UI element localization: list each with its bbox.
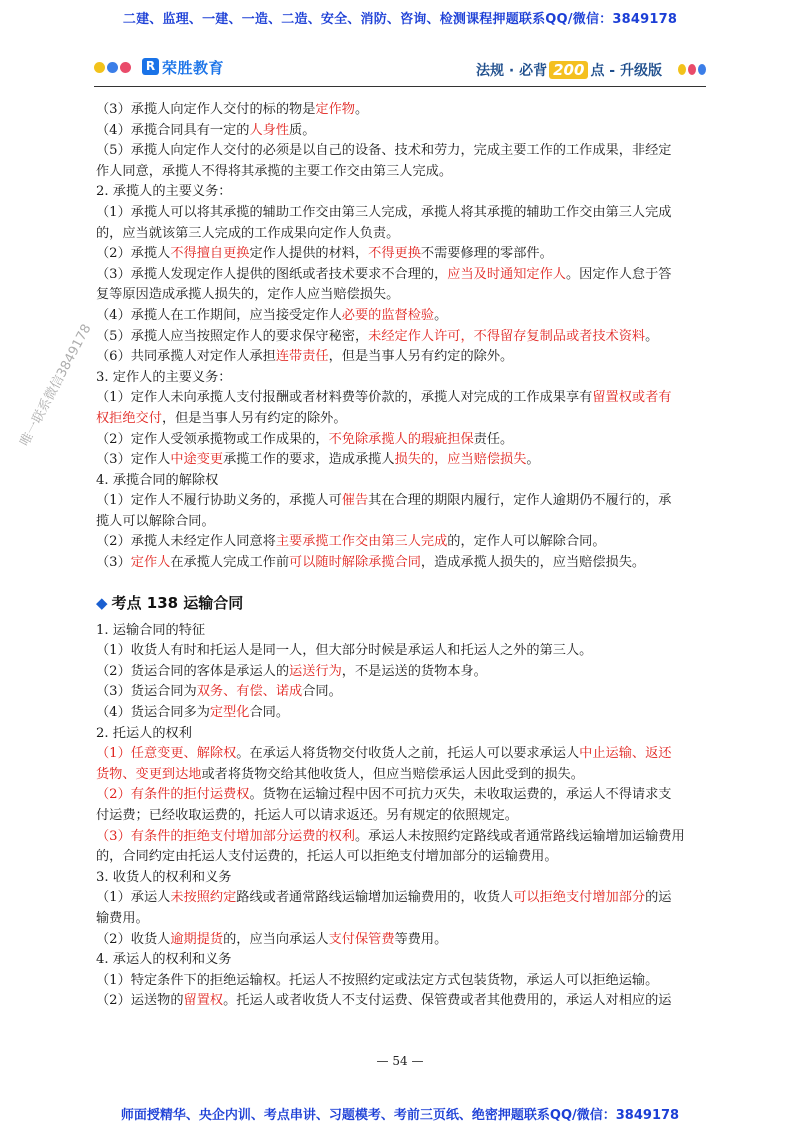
text-line [96, 847, 706, 868]
highlight-text: 不免除承揽人的瑕疵担保 [328, 431, 474, 447]
body-text: （2）货运合同的客体是承运人的 [96, 663, 290, 679]
pink-dot-icon [120, 62, 131, 73]
body-text: 定作人提供的材料， [249, 246, 369, 262]
text-line [96, 512, 706, 533]
body-text: （3）定作人 [96, 452, 171, 468]
text-line [96, 744, 706, 765]
section-heading-text: 考点 138 运输合同 [111, 593, 244, 612]
highlight-text: 逾期提货 [170, 931, 224, 947]
body-text: 。货物在运输过程中因不可抗力灭失，未收取运费的，承运人不得请求支 [249, 787, 672, 803]
highlight-text: 不得擅自更换 [170, 246, 250, 262]
highlight-text: 双务、有偿、诺成 [196, 684, 303, 700]
body-text: 。 [645, 328, 659, 344]
text-line [96, 641, 706, 662]
body-text: 。 [434, 307, 448, 323]
highlight-text: 留置权或者有 [592, 390, 672, 406]
highlight-text: 必要的监督检验 [341, 307, 435, 323]
body-text: 的，合同约定由托运人支付运费的，托运人可以拒绝支付增加部分的运输费用。 [96, 849, 558, 865]
body-text: 在承揽人完成工作前 [170, 555, 290, 571]
body-text: 复等原因造成承揽人损失的，定作人应当赔偿损失。 [96, 287, 400, 303]
text-line [96, 703, 706, 724]
text-line [96, 162, 706, 183]
body-text: （1）收货人有时和托运人是同一人，但大部分时候是承运人和托运人之外的第三人。 [96, 643, 593, 659]
text-line [96, 724, 706, 745]
text-line [96, 347, 706, 368]
body-text: 作人同意，承揽人不得将其承揽的主要工作交由第三人完成。 [96, 163, 453, 179]
body-text: （4）货运合同多为 [96, 705, 210, 721]
highlight-text: 中途变更 [170, 452, 224, 468]
text-line [96, 991, 706, 1012]
text-line [96, 971, 706, 992]
highlight-text: 应当及时通知定作人 [447, 266, 566, 282]
text-line [96, 388, 706, 409]
body-text: （3）承揽人向定作人交付的标的物是 [96, 102, 316, 117]
highlight-text: 支付保管费 [328, 931, 395, 947]
body-text: 合同。 [249, 705, 290, 721]
diamond-bullet-icon: ◆ [96, 593, 108, 612]
body-text: （1）定作人不履行协助义务的，承揽人可 [96, 493, 342, 509]
body-text: （3）承揽人发现定作人提供的图纸或者技术要求不合理的， [96, 266, 448, 282]
body-text: 承揽工作的要求，造成承揽人 [223, 452, 395, 468]
highlight-text: 运送行为 [289, 663, 342, 679]
body-text: （4）承揽人在工作期间，应当接受定作人 [96, 307, 342, 323]
highlight-text: 损失的，应当赔偿损失 [394, 452, 527, 468]
body-text: 2. 承揽人的主要义务： [96, 184, 232, 200]
body-text: 3. 定作人的主要义务： [96, 369, 232, 385]
highlight-text: 未经定作人许可，不得留存复制品或者技术资料 [368, 328, 646, 344]
body-text: 路线或者通常路线运输增加运输费用的，收货人 [236, 890, 514, 906]
logo-icon: R [142, 58, 159, 75]
highlight-text: （3）有条件的拒绝支付增加部分运费的权利 [96, 828, 355, 844]
subtitle-suffix: 点 - 升级版 [590, 63, 662, 79]
body-text: （2）承揽人未经定作人同意将 [96, 534, 276, 550]
text-line [96, 682, 706, 703]
body-text: （2）定作人受领承揽物或工作成果的， [96, 431, 329, 447]
highlight-text: 主要承揽工作交由第三人完成 [275, 534, 448, 550]
book-subtitle [476, 60, 662, 80]
blue-dot-icon [698, 64, 706, 75]
contract-section-text [96, 100, 706, 574]
body-text: 的，应当向承运人 [223, 931, 329, 947]
text-line [96, 141, 706, 162]
highlight-text: 留置权 [183, 993, 224, 1009]
subtitle-number: 200 [549, 61, 588, 79]
body-text: 责任。 [473, 431, 514, 447]
body-text: 。承运人未按照约定路线或者通常路线运输增加运输费用 [354, 828, 685, 844]
text-line [96, 203, 706, 224]
yellow-dot-icon [678, 64, 686, 75]
header-dots [94, 62, 131, 73]
text-line [96, 491, 706, 512]
body-text: 揽人可以解除合同。 [96, 513, 215, 529]
body-text: 4. 承揽合同的解除权 [96, 472, 219, 488]
text-line [96, 244, 706, 265]
text-line [96, 909, 706, 930]
body-text: （1）承揽人可以将其承揽的辅助工作交由第三人完成，承揽人将其承揽的辅助工作交由第三人完成 [96, 204, 672, 220]
highlight-text: 未按照约定 [170, 890, 237, 906]
body-text: ，但是当事人另有约定的除外。 [161, 410, 347, 426]
body-text: （6）共同承揽人对定作人承担 [96, 349, 276, 365]
body-text: （1）承运人 [96, 890, 171, 906]
body-text: （1）特定条件下的拒绝运输权。托运人不按照约定或法定方式包装货物，承运人可以拒绝运输。 [96, 972, 659, 988]
text-line [96, 621, 706, 642]
highlight-text: 催告 [341, 493, 369, 509]
text-line [96, 950, 706, 971]
text-line [96, 765, 706, 786]
body-text: （2）运送物的 [96, 993, 184, 1009]
body-text: ，但是当事人另有约定的除外。 [328, 349, 514, 365]
text-line [96, 930, 706, 951]
highlight-text: 人身性 [249, 122, 290, 138]
body-text: 。在承运人将货物交付收货人之前，托运人可以要求承运人 [236, 746, 580, 762]
highlight-text: 定作物 [315, 102, 355, 117]
text-line [96, 430, 706, 451]
section-heading [96, 592, 706, 613]
text-line [96, 827, 706, 848]
body-text: 不需要修理的零部件。 [420, 246, 553, 262]
text-line [96, 450, 706, 471]
body-text: （4）承揽合同具有一定的 [96, 122, 250, 138]
body-text: 。托运人或者收货人不支付运费、保管费或者其他费用的，承运人对相应的运 [223, 993, 672, 1009]
body-text: 合同。 [302, 684, 342, 700]
logo-text: 荣胜教育 [162, 59, 225, 77]
body-text: 2. 托运人的权利 [96, 725, 192, 741]
body-text: （5）承揽人应当按照定作人的要求保守秘密， [96, 328, 369, 344]
body-text: 的，应当就该第三人完成的工作成果向定作人负责。 [96, 225, 400, 241]
text-line [96, 368, 706, 389]
highlight-text: 货物、变更到达地 [96, 766, 202, 782]
highlight-text: 权拒绝交付 [96, 410, 162, 426]
text-line [96, 409, 706, 430]
highlight-text: （1）任意变更、解除权 [96, 746, 237, 762]
text-line [96, 868, 706, 889]
body-text: （1）定作人未向承揽人支付报酬或者材料费等价款的，承揽人对完成的工作成果享有 [96, 390, 593, 406]
body-text: ，造成承揽人损失的，应当赔偿损失。 [420, 555, 646, 571]
page-number: — 54 — [376, 1054, 424, 1068]
page-content [96, 100, 706, 1012]
body-text: 的运 [645, 890, 672, 906]
highlight-text: 定型化 [209, 705, 250, 721]
yellow-dot-icon [94, 62, 105, 73]
text-line [96, 785, 706, 806]
highlight-text: 不得更换 [368, 246, 421, 262]
text-line [96, 265, 706, 286]
text-line [96, 224, 706, 245]
page-header [94, 52, 706, 87]
body-text: 输费用。 [96, 910, 149, 926]
transport-section-text [96, 621, 706, 1012]
body-text: （2）收货人 [96, 931, 171, 947]
bottom-banner: 师面授精华、央企内训、考点串讲、习题模考、考前三页纸、绝密押题联系QQ/微信：3849178 [120, 1108, 680, 1123]
highlight-text: 中止运输、返还 [579, 746, 672, 762]
subtitle-prefix: 法规 · 必背 [476, 63, 548, 79]
body-text: 质。 [289, 122, 316, 138]
header-right-dots [678, 64, 706, 75]
body-text: 或者将货物交给其他收货人，但应当赔偿承运人因此受到的损失。 [201, 766, 584, 782]
body-text: 的，定作人可以解除合同。 [447, 534, 606, 550]
pink-dot-icon [688, 64, 696, 75]
text-line [96, 471, 706, 492]
body-text: （3）货运合同为 [96, 684, 197, 700]
body-text: 其在合理的期限内履行，定作人逾期仍不履行的，承 [368, 493, 672, 509]
blue-dot-icon [107, 62, 118, 73]
body-text: 3. 收货人的权利和义务 [96, 869, 232, 885]
body-text: （3） [96, 555, 131, 571]
highlight-text: （2）有条件的拒付运费权 [96, 787, 250, 803]
body-text: 4. 承运人的权利和义务 [96, 952, 232, 968]
body-text: （2）承揽人 [96, 246, 171, 262]
body-text: 。 [526, 452, 540, 468]
top-banner: 二建、监理、一建、一造、二造、安全、消防、咨询、检测课程押题联系QQ/微信：3849178 [122, 12, 678, 27]
body-text: 。因定作人怠于答 [565, 266, 672, 282]
text-line [96, 285, 706, 306]
highlight-text: 可以随时解除承揽合同 [289, 555, 421, 571]
text-line [96, 662, 706, 683]
body-text: 1. 运输合同的特征 [96, 622, 206, 638]
text-line [96, 327, 706, 348]
body-text: 。 [354, 102, 369, 117]
body-text: 付运费；已经收取运费的，托运人可以请求返还。另有规定的依照规定。 [96, 808, 518, 823]
text-line [96, 553, 706, 574]
text-line [96, 306, 706, 327]
body-text: （5）承揽人向定作人交付的必须是以自己的设备、技术和劳力，完成主要工作的工作成果，非经定 [96, 143, 672, 159]
text-line [96, 182, 706, 203]
text-line [96, 121, 706, 142]
body-text: ，不是运送的货物本身。 [341, 663, 487, 679]
text-line [96, 100, 706, 121]
side-watermark: 唯一联系微信3849178 [17, 321, 95, 449]
highlight-text: 定作人 [130, 555, 171, 571]
body-text: 等费用。 [394, 931, 448, 947]
text-line [96, 888, 706, 909]
text-line [96, 806, 706, 827]
text-line [96, 532, 706, 553]
highlight-text: 可以拒绝支付增加部分 [513, 890, 646, 906]
highlight-text: 连带责任 [275, 349, 329, 365]
